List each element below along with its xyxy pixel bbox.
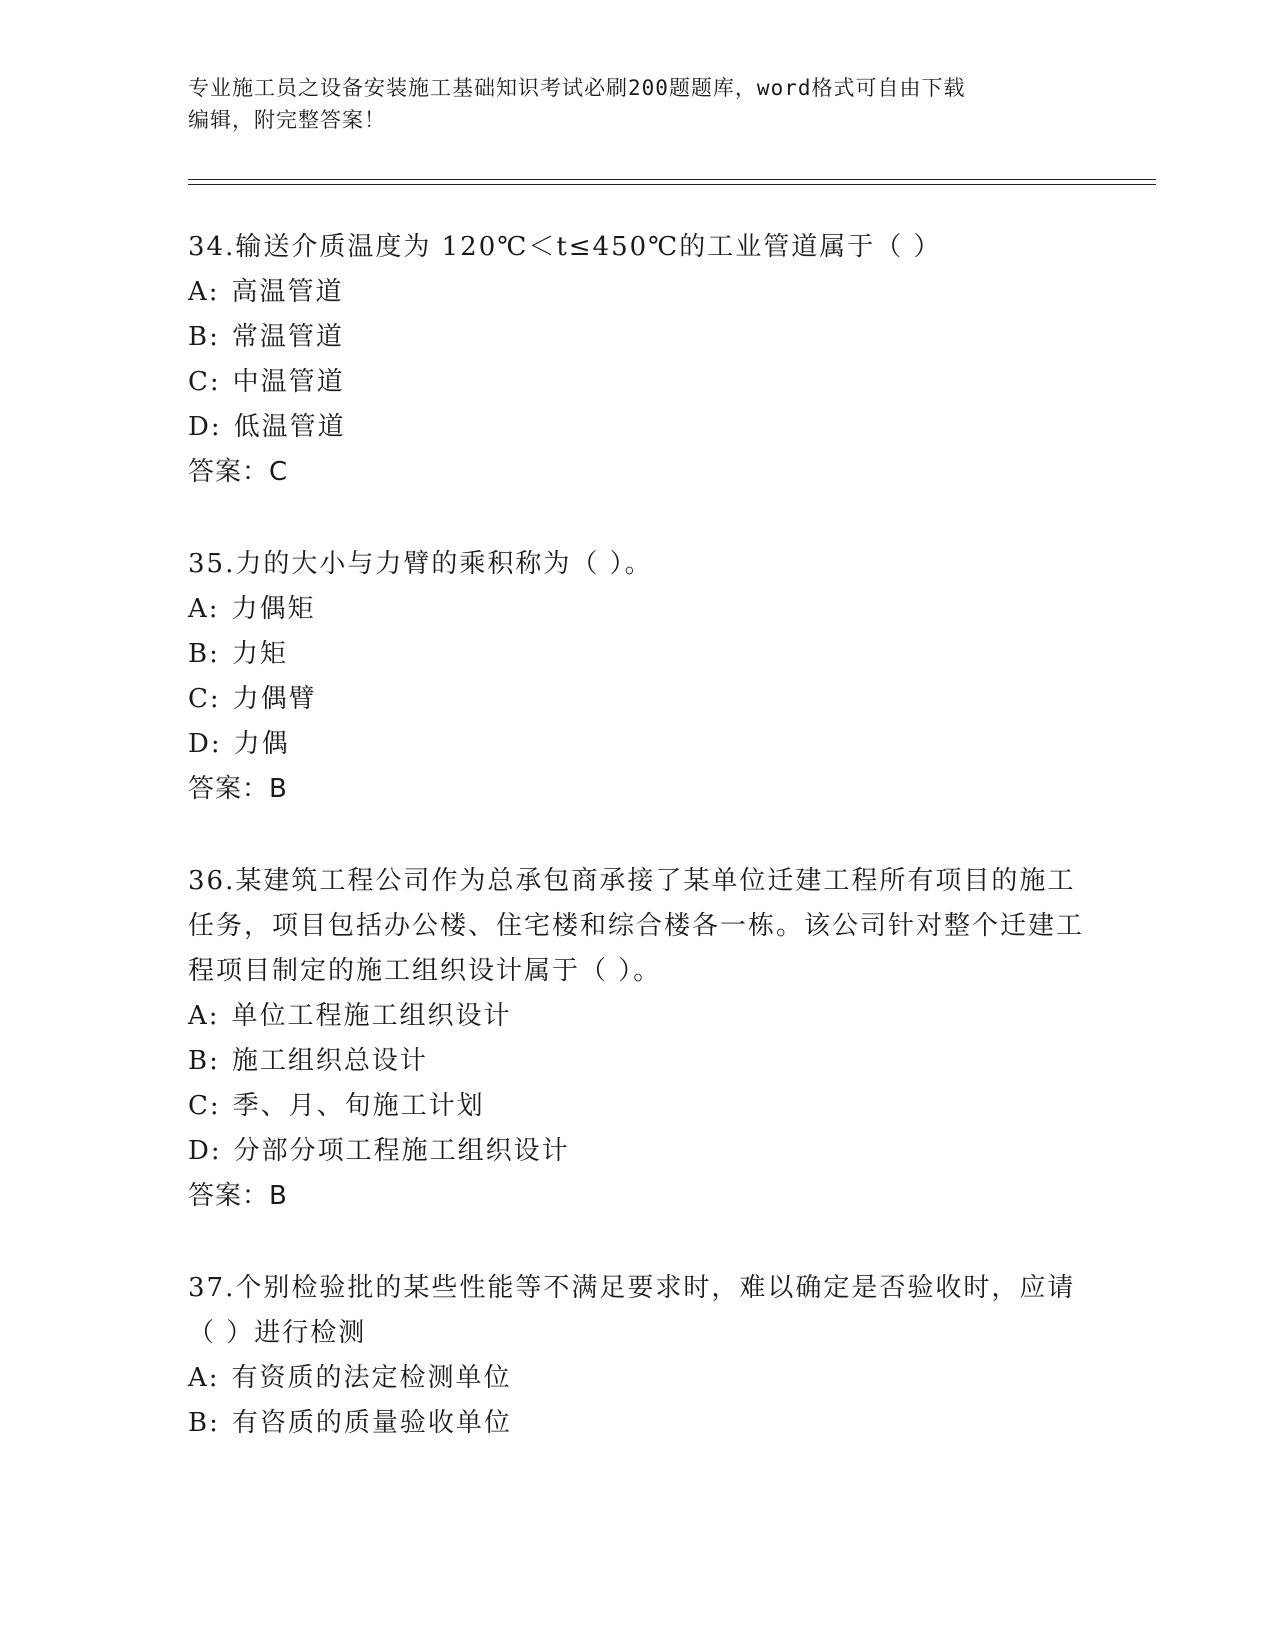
- option-a: [188, 1356, 1088, 1401]
- option-key: A:: [188, 1001, 220, 1031]
- option-d: [188, 722, 1088, 767]
- option-text: 高温管道: [231, 277, 344, 307]
- question-34: [188, 225, 1088, 495]
- option-text: 中温管道: [232, 367, 345, 397]
- question-stem: 34.输送介质温度为 120℃＜t≤450℃的工业管道属于（ ）: [188, 232, 942, 262]
- option-key: A:: [188, 1363, 220, 1393]
- question-stem: 37.个别检验批的某些性能等不满足要求时，难以确定是否验收时，应请（ ）进行检测: [188, 1273, 1076, 1348]
- header-divider-bottom: [188, 184, 1156, 185]
- option-key: D:: [188, 729, 222, 759]
- question-35: [188, 542, 1088, 812]
- option-a: [188, 587, 1088, 632]
- option-d: [188, 405, 1088, 450]
- option-c: [188, 360, 1088, 405]
- question-stem: 35.力的大小与力臂的乘积称为（ ）。: [188, 549, 653, 579]
- answer-line: 答案：C: [188, 457, 289, 487]
- option-text: 季、月、旬施工计划: [232, 1091, 485, 1121]
- option-b: [188, 315, 1088, 360]
- option-text: 力偶: [233, 729, 290, 759]
- option-b: [188, 1401, 1088, 1446]
- option-key: D:: [188, 1136, 222, 1166]
- question-36: [188, 859, 1088, 1219]
- header-line-2: 编辑，附完整答案！: [188, 108, 386, 132]
- answer-line: 答案：B: [188, 774, 288, 804]
- question-stem: 36.某建筑工程公司作为总承包商承接了某单位迁建工程所有项目的施工任务，项目包括办公楼、住宅楼和综合楼各一栋。该公司针对整个迁建工程项目制定的施工组织设计属于（ ）。: [188, 866, 1085, 986]
- option-d: [188, 1129, 1088, 1174]
- document-header: [188, 72, 1088, 136]
- option-key: A:: [188, 594, 220, 624]
- option-c: [188, 677, 1088, 722]
- option-key: B:: [188, 639, 220, 669]
- option-b: [188, 632, 1088, 677]
- option-b: [188, 1039, 1088, 1084]
- option-c: [188, 1084, 1088, 1129]
- question-37: [188, 1266, 1088, 1446]
- option-text: 分部分项工程施工组织设计: [233, 1136, 570, 1166]
- option-key: D:: [188, 412, 222, 442]
- option-text: 有资质的法定检测单位: [231, 1363, 512, 1393]
- header-line-1: 专业施工员之设备安装施工基础知识考试必刷200题题库，word格式可自由下载: [188, 76, 966, 100]
- option-text: 施工组织总设计: [231, 1046, 428, 1076]
- header-divider-top: [188, 179, 1156, 180]
- option-key: B:: [188, 1408, 220, 1438]
- option-key: A:: [188, 277, 220, 307]
- option-key: B:: [188, 322, 220, 352]
- option-text: 常温管道: [231, 322, 344, 352]
- option-text: 有咨质的质量验收单位: [231, 1408, 512, 1438]
- option-text: 力矩: [231, 639, 288, 669]
- option-text: 低温管道: [233, 412, 346, 442]
- option-a: [188, 994, 1088, 1039]
- option-key: C:: [188, 367, 221, 397]
- option-a: [188, 270, 1088, 315]
- option-key: C:: [188, 1091, 221, 1121]
- option-text: 力偶矩: [231, 594, 316, 624]
- option-text: 力偶臂: [232, 684, 317, 714]
- option-text: 单位工程施工组织设计: [231, 1001, 512, 1031]
- option-key: C:: [188, 684, 221, 714]
- option-key: B:: [188, 1046, 220, 1076]
- answer-line: 答案：B: [188, 1181, 288, 1211]
